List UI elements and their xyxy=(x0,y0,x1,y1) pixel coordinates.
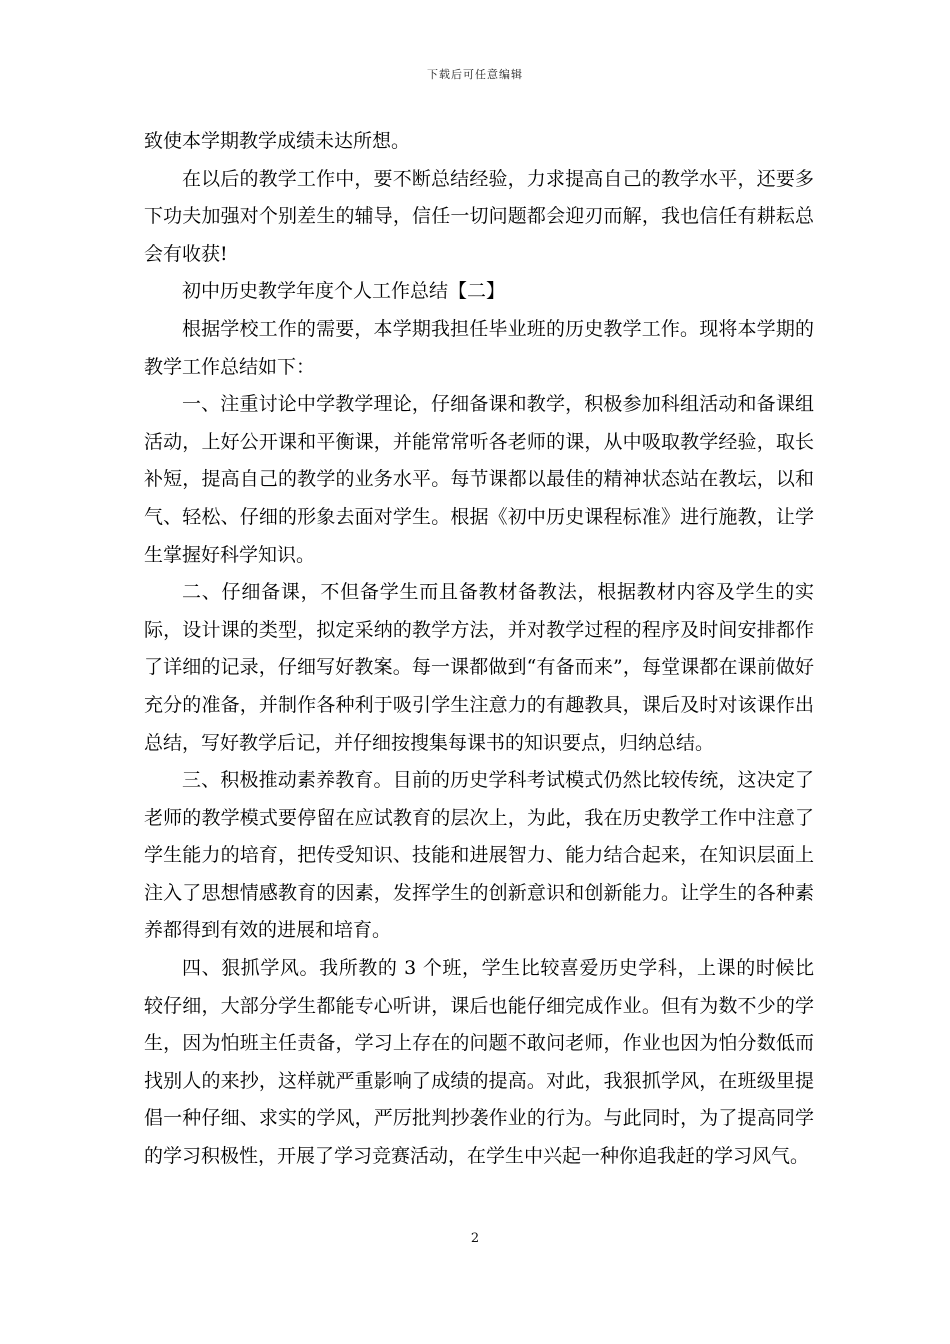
paragraph: 一、注重讨论中学教学理论，仔细备课和教学，积极参加科组活动和备课组活动，上好公开课和平衡课，并能常常听各老师的课，从中吸取教学经验，取长补短，提高自己的教学的业务水平。每节课都以最佳的精神状态站在教坛，以和气、轻松、仔细的形象去面对学生。根据《初中历史课程标准》进行施教，让学生掌握好科学知识。 xyxy=(144,393,814,566)
paragraph-continuation: 致使本学期教学成绩未达所想。 xyxy=(144,130,411,152)
paragraph: 根据学校工作的需要，本学期我担任毕业班的历史教学工作。现将本学期的教学工作总结如下： xyxy=(144,317,814,378)
document-body xyxy=(144,123,814,1176)
paragraph: 二、仔细备课，不但备学生而且备教材备教法，根据教材内容及学生的实际，设计课的类型，拟定采纳的教学方法，并对教学过程的程序及时间安排都作了详细的记录，仔细写好教案。每一课都做到“有备而来”，每堂课都在课前做好充分的准备，并制作各种利于吸引学生注意力的有趣教具，课后及时对该课作出总结，写好教学后记，并仔细按搜集每课书的知识要点，归纳总结。 xyxy=(144,581,814,754)
paragraph: 四、狠抓学风。我所教的 3 个班，学生比较喜爱历史学科，上课的时候比较仔细，大部分学生都能专心听讲，课后也能仔细完成作业。但有为数不少的学生，因为怕班主任责备，学习上存在的问题不敢问老师，作业也因为怕分数低而找别人的来抄，这样就严重影响了成绩的提高。对此，我狠抓学风，在班级里提倡一种仔细、求实的学风，严厉批判抄袭作业的行为。与此同时，为了提高同学的学习积极性，开展了学习竞赛活动，在学生中兴起一种你追我赶的学习风气。 xyxy=(144,957,814,1168)
page-header: 下载后可任意编辑 xyxy=(427,68,523,81)
page-number: 2 xyxy=(470,1231,480,1246)
paragraph: 三、积极推动素养教育。目前的历史学科考试模式仍然比较传统，这决定了老师的教学模式要停留在应试教育的层次上，为此，我在历史教学工作中注意了学生能力的培育，把传受知识、技能和进展智力、能力结合起来，在知识层面上注入了思想情感教育的因素，发挥学生的创新意识和创新能力。让学生的各种素养都得到有效的进展和培育。 xyxy=(144,769,814,942)
section-heading: 初中历史教学年度个人工作总结【二】 xyxy=(182,280,506,303)
paragraph: 在以后的教学工作中，要不断总结经验，力求提高自己的教学水平，还要多下功夫加强对个别差生的辅导，信任一切问题都会迎刃而解，我也信任有耕耘总会有收获! xyxy=(144,167,814,265)
